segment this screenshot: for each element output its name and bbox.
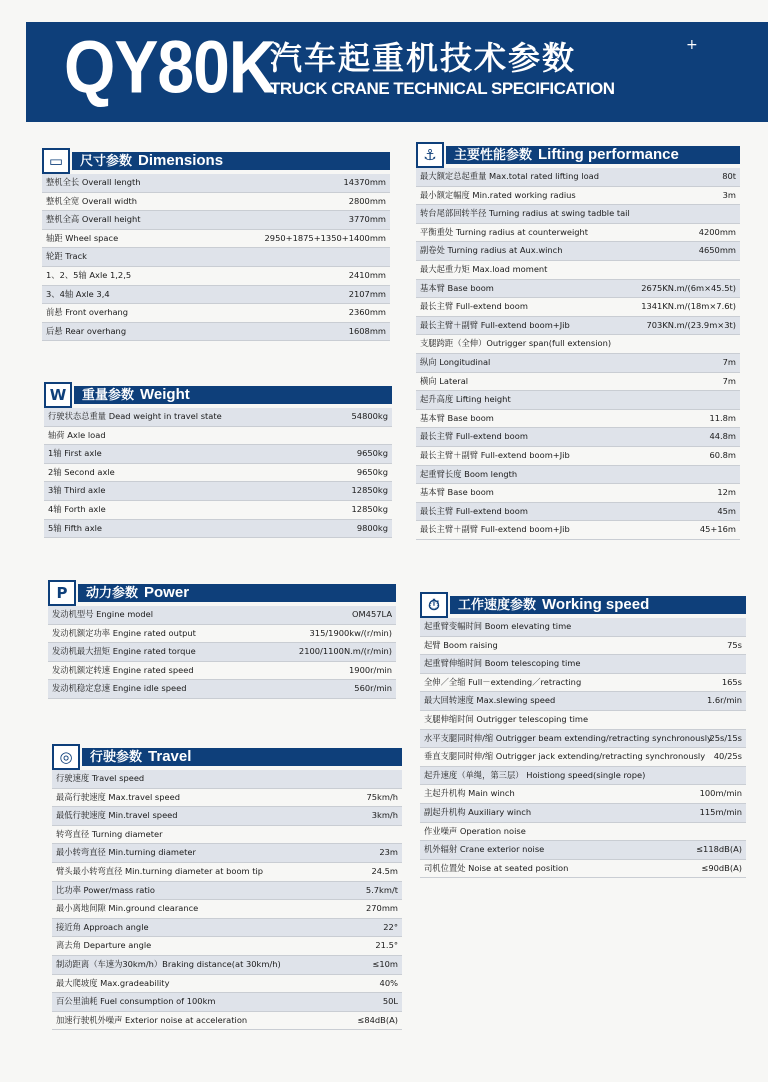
spec-value: 24.5m: [371, 865, 398, 876]
spec-row: [52, 993, 402, 1012]
spec-label: 最长主臂 Full-extend boom: [420, 505, 528, 516]
spec-value: 2107mm: [348, 288, 386, 299]
spec-label: 比功率 Power/mass ratio: [56, 884, 155, 895]
spec-label: 最长主臂＋副臂 Full-extend boom+Jib: [420, 449, 570, 460]
spec-table: [416, 168, 740, 540]
spec-label: 起臂 Boom raising: [424, 639, 498, 650]
spec-table: [420, 618, 746, 878]
spec-row: [416, 261, 740, 280]
spec-label: 基本臂 Base boom: [420, 412, 494, 423]
spec-value: ≤90dB(A): [701, 862, 742, 873]
spec-row: [416, 335, 740, 354]
spec-label: 横向 Lateral: [420, 375, 469, 386]
spec-table: [48, 606, 396, 699]
spec-row: [52, 900, 402, 919]
spec-value: 3770mm: [348, 214, 386, 225]
spec-row: [42, 267, 390, 286]
section-title: [90, 748, 191, 767]
spec-label: 主起升机构 Main winch: [424, 788, 515, 799]
spec-row: [48, 606, 396, 625]
spec-row: [416, 373, 740, 392]
spec-label: 转台尾部回转半径 Turning radius at swing tadble tail: [420, 208, 630, 219]
spec-label: 水平支腿同时伸/缩 Outrigger beam extending/retracting synchronously: [424, 732, 712, 743]
spec-label: 整机全高 Overall height: [46, 214, 141, 225]
section-title-cn: 动力参数: [86, 586, 139, 601]
spec-row: [420, 823, 746, 842]
spec-row: [48, 680, 396, 699]
spec-value: 75s: [727, 639, 742, 650]
weight-icon: W: [44, 382, 72, 408]
spec-row: [416, 242, 740, 261]
spec-value: 2800mm: [348, 195, 386, 206]
spec-table: [42, 174, 390, 341]
section-title-en: Working speed: [542, 596, 650, 613]
spec-value: 115m/min: [699, 806, 742, 817]
spec-row: [420, 618, 746, 637]
spec-row: [420, 785, 746, 804]
section-header: [48, 580, 396, 604]
spec-row: [44, 520, 392, 539]
spec-row: [52, 844, 402, 863]
section-title: [454, 146, 679, 165]
title-chinese: 汽车起重机技术参数: [270, 39, 577, 77]
section-lifting-performance: [416, 142, 740, 540]
spec-row: [52, 770, 402, 789]
spec-row: [420, 674, 746, 693]
spec-row: [416, 187, 740, 206]
spec-label: 发动机稳定怠速 Engine idle speed: [52, 683, 187, 694]
spec-label: 纵向 Longitudinal: [420, 356, 491, 367]
spec-label: 起升高度 Lifting height: [420, 394, 511, 405]
spec-label: 起升速度（单绳，第三层） Hoistiong speed(single rope): [424, 769, 646, 780]
spec-value: 1608mm: [348, 325, 386, 336]
spec-label: 转弯直径 Turning diameter: [56, 828, 163, 839]
section-header: [42, 148, 390, 172]
spec-value: 703KN.m/(23.9m×3t): [646, 319, 736, 330]
spec-row: [416, 280, 740, 299]
section-header: [52, 744, 402, 768]
spec-row: [42, 174, 390, 193]
spec-label: 最长主臂 Full-extend boom: [420, 431, 528, 442]
spec-label: 后悬 Rear overhang: [46, 325, 127, 336]
spec-value: 12850kg: [351, 503, 388, 514]
spec-row: [42, 248, 390, 267]
spec-row: [416, 428, 740, 447]
spec-label: 最高行驶速度 Max.travel speed: [56, 791, 180, 802]
spec-label: 整机全长 Overall length: [46, 177, 141, 187]
spec-value: 25s/15s: [709, 732, 742, 743]
spec-row: [416, 168, 740, 187]
section-title: [82, 386, 190, 405]
spec-row: [416, 447, 740, 466]
spec-row: [48, 643, 396, 662]
spec-label: 发动机额定功率 Engine rated output: [52, 627, 196, 638]
spec-row: [42, 230, 390, 249]
spec-value: ≤84dB(A): [357, 1014, 398, 1025]
spec-label: 最大回转速度 Max.slewing speed: [424, 695, 556, 706]
spec-row: [52, 807, 402, 826]
spec-row: [52, 863, 402, 882]
spec-value: 7m: [722, 356, 736, 367]
spec-value: 9650kg: [356, 466, 388, 477]
spec-value: ≤10m: [372, 958, 398, 969]
wheel-icon: ◎: [52, 744, 80, 770]
spec-row: [42, 193, 390, 212]
spec-label: 1、2、5轴 Axle 1,2,5: [46, 269, 132, 280]
spec-row: [44, 482, 392, 501]
spec-value: 270mm: [365, 903, 398, 914]
spec-label: 支腿伸缩时间 Outrigger telescoping time: [424, 713, 589, 724]
spec-value: 21.5°: [375, 940, 398, 951]
spec-value: 45+16m: [699, 524, 736, 535]
spec-row: [52, 826, 402, 845]
spec-value: 165s: [721, 676, 742, 687]
spec-value: 22°: [383, 921, 398, 932]
spec-label: 轴荷 Axle load: [48, 429, 106, 440]
spec-value: ≤118dB(A): [696, 844, 742, 855]
spec-label: 发动机型号 Engine model: [52, 609, 154, 619]
section-title-en: Dimensions: [138, 152, 224, 169]
spec-row: [416, 205, 740, 224]
spec-value: 9800kg: [356, 522, 388, 533]
spec-label: 基本臂 Base boom: [420, 282, 494, 293]
spec-value: 45m: [717, 505, 736, 516]
spec-label: 全伸／全缩 Full－extending／retracting: [424, 676, 582, 687]
section-title: [458, 596, 649, 615]
spec-value: 560r/min: [354, 683, 392, 694]
spec-row: [416, 410, 740, 429]
section-travel: [52, 744, 402, 1030]
spec-row: [52, 956, 402, 975]
spec-value: 12850kg: [351, 485, 388, 496]
spec-value: 40/25s: [713, 751, 742, 762]
spec-row: [420, 692, 746, 711]
spec-label: 整机全宽 Overall width: [46, 195, 137, 206]
section-weight: [44, 382, 392, 538]
section-header: [416, 142, 740, 166]
spec-label: 起重臂变幅时间 Boom elevating time: [424, 621, 572, 631]
spec-row: [44, 464, 392, 483]
spec-value: 75km/h: [366, 791, 398, 802]
title-english: TRUCK CRANE TECHNICAL SPECIFICATION: [270, 79, 615, 98]
spec-value: 2360mm: [348, 307, 386, 318]
spec-label: 1轴 First axle: [48, 448, 102, 459]
spec-value: 80t: [722, 171, 736, 181]
spec-value: 2100/1100N.m/(r/min): [298, 646, 392, 657]
spec-label: 轴距 Wheel space: [46, 232, 119, 243]
spec-row: [420, 711, 746, 730]
spec-label: 作业噪声 Operation noise: [424, 825, 526, 836]
spec-value: 7m: [722, 375, 736, 386]
crane-hook-icon: ⚓: [416, 142, 444, 168]
spec-row: [416, 484, 740, 503]
spec-label: 发动机最大扭矩 Engine rated torque: [52, 646, 196, 657]
section-title: [86, 584, 189, 603]
spec-label: 5轴 Fifth axle: [48, 522, 103, 533]
section-title-cn: 尺寸参数: [80, 154, 133, 169]
spec-label: 支腿跨距（全伸）Outrigger span(full extension): [420, 338, 612, 349]
spec-row: [42, 323, 390, 342]
spec-value: 23m: [379, 847, 398, 858]
spec-value: 12m: [717, 487, 736, 498]
spec-value: 50L: [382, 996, 398, 1007]
spec-label: 最长主臂＋副臂 Full-extend boom+Jib: [420, 524, 570, 535]
spec-row: [48, 662, 396, 681]
spec-label: 最长主臂 Full-extend boom: [420, 301, 528, 312]
spec-row: [44, 408, 392, 427]
spec-row: [52, 937, 402, 956]
spec-value: OM457LA: [351, 609, 392, 619]
section-title-cn: 行驶参数: [90, 750, 143, 765]
spec-row: [416, 224, 740, 243]
spec-value: 60.8m: [709, 449, 736, 460]
section-working-speed: [420, 592, 746, 878]
spec-row: [44, 501, 392, 520]
spec-row: [420, 748, 746, 767]
stopwatch-icon: ⏱: [420, 592, 448, 618]
spec-value: 4200mm: [698, 226, 736, 237]
spec-row: [42, 286, 390, 305]
section-power: [48, 580, 396, 699]
spec-row: [420, 860, 746, 879]
spec-label: 最大额定总起重量 Max.total rated lifting load: [420, 171, 600, 181]
spec-row: [420, 841, 746, 860]
spec-label: 垂直支腿同时伸/缩 Outrigger jack extending/retracting synchronously: [424, 751, 706, 762]
spec-row: [420, 767, 746, 786]
spec-label: 最长主臂＋副臂 Full-extend boom+Jib: [420, 319, 570, 330]
spec-label: 最小额定幅度 Min.rated working radius: [420, 189, 576, 200]
spec-label: 起重臂长度 Boom length: [420, 468, 518, 479]
spec-row: [52, 919, 402, 938]
spec-label: 司机位置处 Noise at seated position: [424, 862, 569, 873]
spec-label: 百公里油耗 Fuel consumption of 100km: [56, 996, 216, 1007]
spec-row: [416, 298, 740, 317]
spec-row: [416, 354, 740, 373]
section-title-cn: 主要性能参数: [454, 148, 533, 163]
spec-row: [52, 1012, 402, 1031]
spec-row: [416, 521, 740, 540]
spec-label: 最大爬坡度 Max.gradeability: [56, 977, 170, 988]
model-number: QY80K: [64, 25, 276, 109]
section-title-cn: 工作速度参数: [458, 598, 537, 613]
spec-value: 14370mm: [343, 177, 386, 187]
spec-value: 100m/min: [699, 788, 742, 799]
spec-row: [42, 304, 390, 323]
spec-label: 行驶速度 Travel speed: [56, 773, 145, 783]
spec-label: 最大起重力矩 Max.load moment: [420, 263, 548, 274]
ruler-icon: ▭: [42, 148, 70, 174]
spec-label: 最小转弯直径 Min.turning diameter: [56, 847, 196, 858]
spec-value: 11.8m: [709, 412, 736, 423]
spec-value: 4650mm: [698, 245, 736, 256]
spec-label: 制动距离（车速为30km/h）Braking distance(at 30km/h): [56, 958, 281, 969]
spec-label: 副起升机构 Auxiliary winch: [424, 806, 532, 817]
spec-label: 最低行驶速度 Min.travel speed: [56, 810, 178, 821]
spec-row: [416, 466, 740, 485]
spec-row: [52, 789, 402, 808]
spec-label: 3轴 Third axle: [48, 485, 106, 496]
section-header: [44, 382, 392, 406]
spec-row: [416, 503, 740, 522]
spec-label: 前悬 Front overhang: [46, 307, 129, 318]
spec-value: 40%: [379, 977, 398, 988]
spec-row: [42, 211, 390, 230]
spec-row: [44, 445, 392, 464]
spec-table: [52, 770, 402, 1030]
spec-value: 2950+1875+1350+1400mm: [264, 232, 386, 243]
spec-value: 9650kg: [356, 448, 388, 459]
spec-value: 44.8m: [709, 431, 736, 442]
spec-label: 离去角 Departure angle: [56, 940, 152, 951]
section-title-en: Weight: [140, 386, 190, 403]
spec-value: 54800kg: [351, 411, 388, 421]
spec-value: 3m: [722, 189, 736, 200]
spec-value: 3km/h: [371, 810, 398, 821]
spec-value: 315/1900kw/(r/min): [309, 627, 392, 638]
spec-label: 机外辐射 Crane exterior noise: [424, 844, 545, 855]
spec-label: 3、4轴 Axle 3,4: [46, 288, 110, 299]
section-title-en: Lifting performance: [538, 146, 679, 163]
spec-value: 1900r/min: [349, 664, 392, 675]
spec-row: [420, 804, 746, 823]
spec-label: 起重臂伸缩时间 Boom telescoping time: [424, 658, 581, 669]
spec-label: 发动机额定转速 Engine rated speed: [52, 664, 194, 675]
spec-label: 2轴 Second axle: [48, 466, 115, 477]
section-header: [420, 592, 746, 616]
section-title: [80, 152, 223, 171]
section-title-cn: 重量参数: [82, 388, 135, 403]
spec-label: 基本臂 Base boom: [420, 487, 494, 498]
spec-value: 1341KN.m/(18m×7.6t): [641, 301, 736, 312]
section-dimensions: [42, 148, 390, 341]
engine-icon: P: [48, 580, 76, 606]
spec-row: [416, 391, 740, 410]
spec-value: 5.7km/t: [365, 884, 398, 895]
spec-label: 副卷处 Turning radius at Aux.winch: [420, 245, 563, 256]
spec-value: 1.6r/min: [706, 695, 742, 706]
spec-label: 行驶状态总重量 Dead weight in travel state: [48, 411, 222, 421]
spec-label: 臂头最小转弯直径 Min.turning diameter at boom tip: [56, 865, 264, 876]
section-title-en: Power: [144, 584, 190, 601]
spec-row: [48, 625, 396, 644]
spec-row: [420, 655, 746, 674]
section-title-en: Travel: [148, 748, 192, 765]
spec-label: 平衡重处 Turning radius at counterweight: [420, 226, 589, 237]
spec-table: [44, 408, 392, 538]
spec-row: [416, 317, 740, 336]
spec-row: [52, 975, 402, 994]
spec-row: [52, 882, 402, 901]
spec-row: [420, 730, 746, 749]
spec-label: 加速行驶机外噪声 Exterior noise at acceleration: [56, 1014, 248, 1025]
spec-value: 2675KN.m/(6m×45.5t): [641, 282, 736, 293]
spec-row: [44, 427, 392, 446]
plus-mark-icon: +: [686, 37, 698, 53]
spec-label: 接近角 Approach angle: [56, 921, 149, 932]
spec-row: [420, 637, 746, 656]
spec-label: 最小离地间隙 Min.ground clearance: [56, 903, 199, 914]
spec-label: 轮距 Track: [46, 251, 87, 262]
spec-label: 4轴 Forth axle: [48, 503, 106, 514]
spec-value: 2410mm: [348, 269, 386, 280]
